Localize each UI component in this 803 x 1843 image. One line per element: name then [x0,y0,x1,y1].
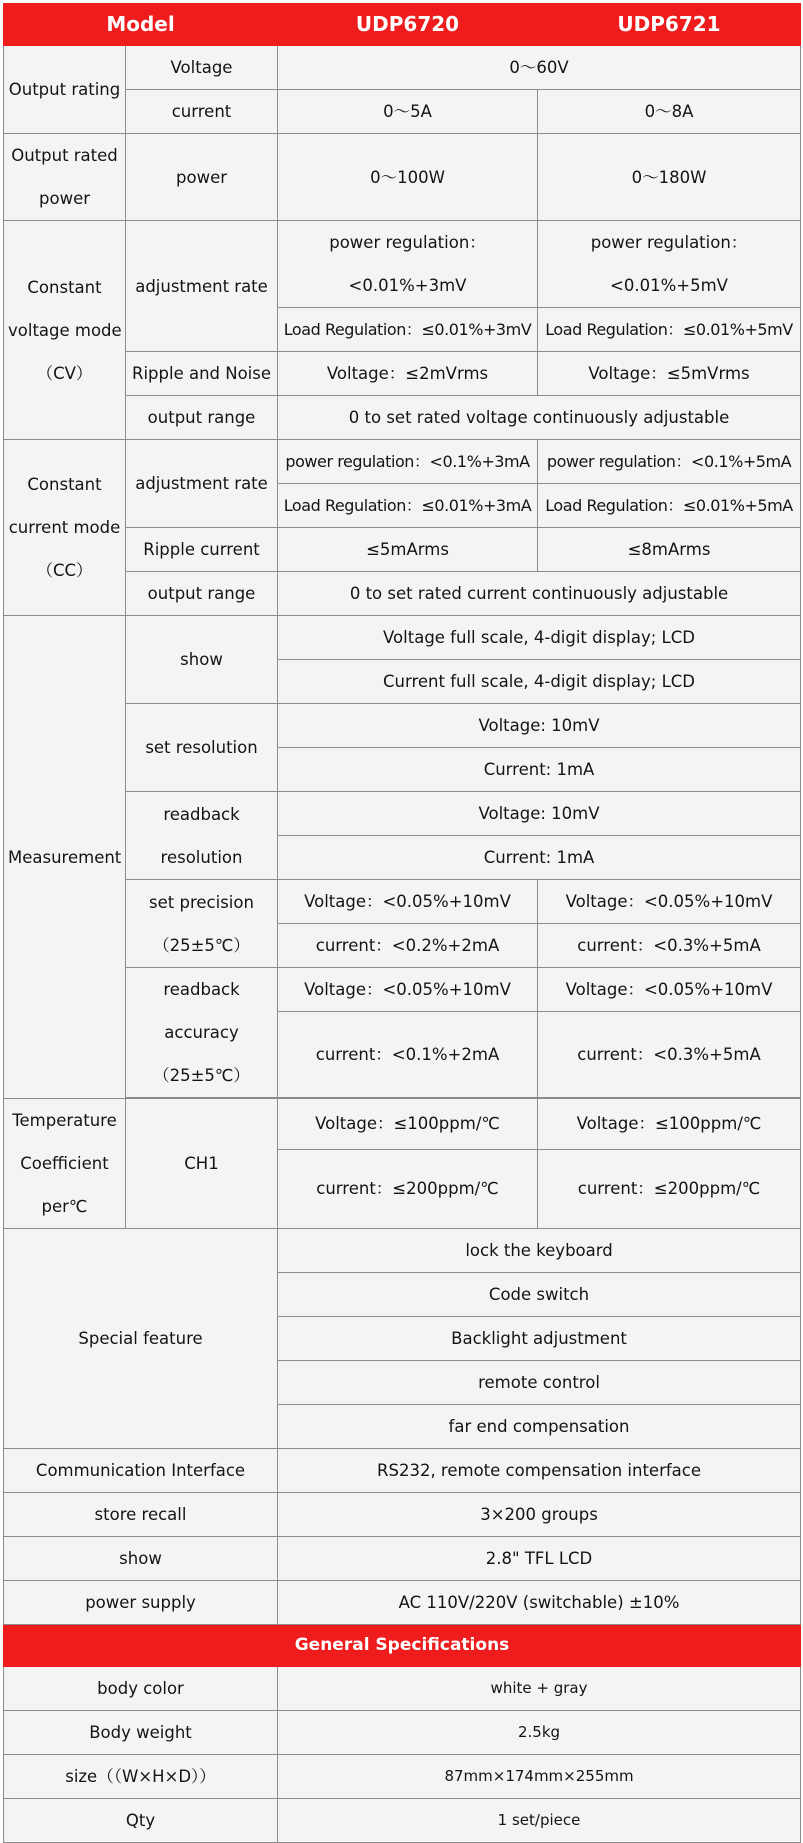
cv-label-line2: voltage mode [8,320,122,340]
cc-power-reg-6721: power regulation：<0.1%+5mA [538,440,801,484]
readback-acc-c-6720: current：<0.1%+2mA [278,1012,538,1098]
table-row [4,1537,801,1581]
cv-power-reg-value-6721: <0.01%+5mV [610,276,728,295]
feature-item: far end compensation [278,1405,801,1449]
rated-power-label [4,134,126,221]
table-row [4,1581,801,1625]
cv-ripple-6720: Voltage：≤2mVrms [278,352,538,396]
qty-label: Qty [4,1799,278,1843]
table-row [4,1667,801,1711]
power-6720: 0～100W [278,134,538,221]
power-supply-value: AC 110V/220V (switchable) ±10% [278,1581,801,1625]
comm-value: RS232, remote compensation interface [278,1449,801,1493]
general-spec-title: General Specifications [4,1625,801,1667]
temp-line2: Coefficient [20,1154,109,1173]
cc-adjustment-label: adjustment rate [126,440,278,528]
table-row [4,46,801,90]
cv-ripple-6721: Voltage：≤5mVrms [538,352,801,396]
cv-power-reg-value-6720: <0.01%+3mV [348,276,467,295]
qty-value: 1 set/piece [278,1799,801,1843]
readback-acc-v-6720: Voltage：<0.05%+10mV [278,968,538,1012]
body-color-label: body color [4,1667,278,1711]
cc-range-value: 0 to set rated current continuously adjustable [278,572,801,616]
cc-mode-label [4,440,126,616]
readback-res-current: Current: 1mA [278,836,801,880]
readback-acc-label [126,968,278,1098]
cv-load-reg-6721: Load Regulation：≤0.01%+5mV [538,308,801,352]
readback-acc-v-6721: Voltage：<0.05%+10mV [538,968,801,1012]
set-res-voltage: Voltage: 10mV [278,704,801,748]
cc-range-label: output range [126,572,278,616]
cc-power-reg-6720: power regulation：<0.1%+3mA [278,440,538,484]
temp-c-6720: current：≤200ppm/℃ [278,1149,538,1228]
display-value: 2.8" TFL LCD [278,1537,801,1581]
comm-label: Communication Interface [4,1449,278,1493]
store-value: 3×200 groups [278,1493,801,1537]
voltage-value: 0～60V [278,46,801,90]
table-row [4,1449,801,1493]
feature-item: Code switch [278,1273,801,1317]
cv-power-reg-label-2: power regulation： [590,233,748,252]
size-value: 87mm×174mm×255mm [278,1755,801,1799]
display-label: show [4,1537,278,1581]
cv-power-reg-label: power regulation： [329,233,486,252]
table-row [4,134,801,221]
set-prec-line1: set precision [149,892,254,912]
cv-load-reg-6720: Load Regulation：≤0.01%+3mV [278,308,538,352]
readback-res-label [126,792,278,880]
cv-adjustment-label: adjustment rate [126,221,278,352]
readback-res-voltage: Voltage: 10mV [278,792,801,836]
table-row [4,221,801,308]
cc-label-line2: current mode [8,518,121,537]
set-prec-label [126,880,278,968]
table-row [4,1493,801,1537]
cv-power-reg-6721 [538,221,801,308]
current-6721: 0～8A [538,90,801,134]
measurement-label: Measurement [4,616,126,1099]
temp-coeff-label [4,1099,126,1229]
readback-acc-c-6721: current：<0.3%+5mA [538,1012,801,1098]
cc-load-reg-6721: Load Regulation：≤0.01%+5mA [538,484,801,528]
current-label: current [126,90,278,134]
readback-res-line2: resolution [160,847,243,867]
store-label: store recall [4,1493,278,1537]
meas-show-voltage: Voltage full scale, 4-digit display; LCD [278,616,801,660]
cv-mode-label [4,221,126,440]
set-res-current: Current: 1mA [278,748,801,792]
cc-load-reg-6720: Load Regulation：≤0.01%+3mA [278,484,538,528]
set-prec-c-6721: current：<0.3%+5mA [538,924,801,968]
readback-acc-line2: accuracy [164,1023,239,1042]
cv-label-line3: （CV） [36,363,93,383]
set-prec-line2: （25±5℃） [153,935,250,955]
table-row [4,1755,801,1799]
rated-power-label-line2: power [39,189,90,208]
power-label: power [126,134,278,221]
cv-range-label: output range [126,396,278,440]
set-prec-v-6720: Voltage：<0.05%+10mV [278,880,538,924]
cc-ripple-6721: ≤8mArms [538,528,801,572]
power-supply-label: power supply [4,1581,278,1625]
readback-acc-line3: （25±5℃） [153,1066,250,1085]
cc-label-line1: Constant [27,475,102,494]
weight-value: 2.5kg [278,1711,801,1755]
cv-range-value: 0 to set rated voltage continuously adjustable [278,396,801,440]
meas-show-current: Current full scale, 4-digit display; LCD [278,660,801,704]
cc-ripple-6720: ≤5mArms [278,528,538,572]
cv-power-reg-6720 [278,221,538,308]
header-model: Model [4,4,278,46]
rated-power-label-line1: Output rated [11,146,118,165]
table-row [4,1799,801,1843]
spec-table [3,3,801,1843]
temp-line3: per℃ [41,1197,88,1216]
table-row [4,1099,801,1150]
cc-label-line3: （CC） [36,561,93,580]
table-row [4,1229,801,1273]
cv-label-line1: Constant [27,277,102,297]
cv-ripple-label: Ripple and Noise [126,352,278,396]
temp-line1: Temperature [12,1111,117,1130]
table-row [4,1711,801,1755]
feature-item: Backlight adjustment [278,1317,801,1361]
meas-show-label: show [126,616,278,704]
set-prec-c-6720: current：<0.2%+2mA [278,924,538,968]
table-row [4,440,801,484]
header-udp6721: UDP6721 [538,4,801,46]
temp-v-6720: Voltage：≤100ppm/℃ [278,1099,538,1150]
header-udp6720: UDP6720 [278,4,538,46]
special-feature-label: Special feature [4,1229,278,1449]
temp-channel: CH1 [126,1099,278,1229]
cc-ripple-label: Ripple current [126,528,278,572]
feature-item: remote control [278,1361,801,1405]
set-prec-v-6721: Voltage：<0.05%+10mV [538,880,801,924]
size-label: size（（W×H×D）） [4,1755,278,1799]
temp-c-6721: current：≤200ppm/℃ [538,1149,801,1228]
readback-res-line1: readback [163,804,240,824]
current-6720: 0～5A [278,90,538,134]
set-res-label: set resolution [126,704,278,792]
readback-acc-line1: readback [163,980,240,999]
weight-label: Body weight [4,1711,278,1755]
table-row [4,616,801,660]
temp-v-6721: Voltage：≤100ppm/℃ [538,1099,801,1150]
feature-item: lock the keyboard [278,1229,801,1273]
power-6721: 0～180W [538,134,801,221]
voltage-label: Voltage [126,46,278,90]
body-color-value: white + gray [278,1667,801,1711]
output-rating-label: Output rating [4,46,126,134]
